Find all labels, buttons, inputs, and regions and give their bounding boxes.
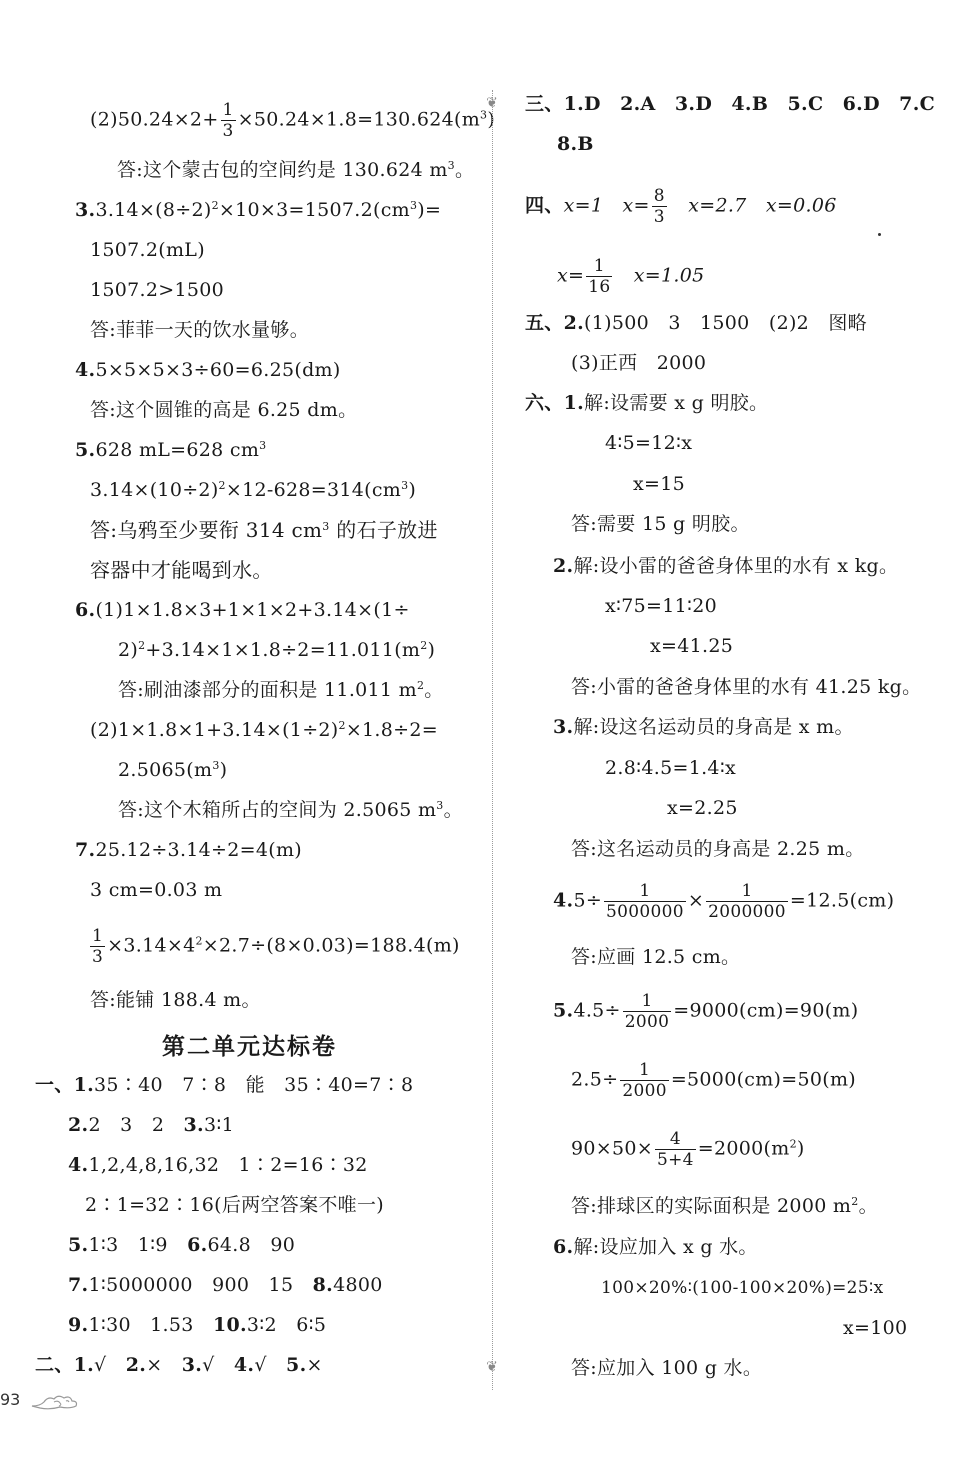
question-number: 2.: [553, 555, 574, 577]
answer-line: 2.5÷ $\frac{1}{2000}$ =5000(cm)=50(m): [571, 1060, 857, 1101]
answer-line: 答:需要 15 g 明胶。: [571, 513, 750, 535]
answer-line: 六、1.解:设需要 x g 明胶。: [525, 392, 769, 414]
divider-ornament-icon: ❦: [486, 1359, 498, 1375]
question-number: 一、1.: [35, 1074, 95, 1096]
answer-line: 答:这名运动员的身高是 2.25 m。: [571, 838, 865, 860]
page-number: 93: [0, 1390, 21, 1409]
answer-line: 容器中才能喝到水。: [90, 558, 273, 582]
answer-line: (2)50.24×2+ $\frac{1}{3}$ $\times 50.24\times 1.8=130.624(m^3)$: [90, 100, 496, 141]
answer-line: $3.3.14\times(8\div 2)^2\times 10\times 3=1507.2(cm^3)=$: [75, 199, 442, 221]
fraction: $\frac{1}{3}$: [92, 926, 104, 967]
answer-line: 二、1.√ 2.× 3.√ 4.√ 5.×: [35, 1354, 323, 1376]
answer-line: x∶75=11∶20: [605, 595, 718, 617]
answer-line: 四、x=1 x= $\frac{8}{3}$ x=2.7 x=0.06: [525, 186, 837, 227]
answer-line: 7.25.12÷3.14÷2=4(m): [75, 839, 303, 861]
answer-line: 答:能铺 188.4 m。: [90, 989, 261, 1011]
answer-line: 7.1∶5000000 900 15 8.4800: [68, 1274, 383, 1296]
fraction: $\frac{1}{16}$: [588, 256, 611, 297]
answer-line: x= $\frac{1}{16}$ x=1.05: [557, 256, 705, 297]
answer-line: 答:这个木箱所占的空间为 2.5065 $m^3$。: [118, 799, 463, 821]
answer-line: 3.解:设这名运动员的身高是 x m。: [553, 716, 854, 738]
answer-line: 2.8∶4.5=1.4∶x: [605, 757, 737, 779]
answer-line: $2.5065(m^3)$: [118, 759, 228, 781]
question-number: 4.: [68, 1154, 89, 1176]
question-number: 3.: [553, 716, 574, 738]
answer-line: 5.1∶3 1∶9 6.64.8 90: [68, 1234, 296, 1256]
answer-line: 答:应加入 100 g 水。: [571, 1357, 763, 1379]
fraction: $\frac{1}{2000000}$: [708, 881, 786, 922]
section-number: 三、: [525, 93, 564, 115]
answer-line: 答:乌鸦至少要衔 314 $cm^3$ 的石子放进: [90, 518, 438, 542]
question-number: 6.: [187, 1234, 208, 1256]
answer-line: (3)正西 2000: [571, 352, 707, 374]
answer-line: 5.628 mL=628 $cm^3$: [75, 439, 267, 461]
question-number: 5.: [75, 439, 96, 461]
question-number: 9.: [68, 1314, 89, 1336]
divider-ornament-icon: ❦: [486, 95, 498, 111]
answer-line: 三、1.D 2.A 3.D 4.B 5.C 6.D 7.C: [525, 93, 936, 115]
answer-line: 5.4.5÷ $\frac{1}{2000}$ =9000(cm)=90(m): [553, 991, 859, 1032]
question-number: 7.: [75, 839, 96, 861]
fraction: $\frac{8}{3}$: [653, 186, 665, 227]
text: (2)50.24×2+: [90, 108, 219, 131]
answer-line: x=15: [633, 473, 686, 495]
answer-line: 9.1∶30 1.53 10.3∶2 6∶5: [68, 1314, 327, 1336]
answer-line: 4.5×5×5×3÷60=6.25(dm): [75, 359, 341, 381]
answer-line: 100×20%∶(100-100×20%)=25∶x: [601, 1278, 884, 1298]
answer-line: x=41.25: [650, 635, 734, 657]
answer-line: $3.14\times(10\div 2)^2\times 12-628=314(cm^3)$: [90, 479, 417, 501]
fraction: $\frac{1}{2000}$: [624, 991, 670, 1032]
answer-line: 1507.2(mL): [90, 239, 205, 261]
answer-line: 3 cm=0.03 m: [90, 879, 223, 901]
question-number: 六、1.: [525, 392, 585, 414]
answer-line: 2.解:设小雷的爸爸身体里的水有 x kg。: [553, 555, 899, 577]
question-number: 4.: [553, 889, 574, 912]
question-number: 五、2.: [525, 312, 585, 334]
answer-line: 答:这个蒙古包的空间约是 130.624 $m^3$。: [117, 159, 475, 181]
answer-line: x=100: [843, 1317, 908, 1339]
fraction: $\frac{4}{5+4}$: [657, 1129, 694, 1170]
answer-line: 90×50× $\frac{4}{5+4}$ $=2000(m^2)$: [571, 1129, 805, 1170]
answer-line: 答:排球区的实际面积是 2000 $m^2$。: [571, 1195, 878, 1217]
section-number: 四、: [525, 194, 564, 217]
question-number: 5.: [68, 1234, 89, 1256]
answer-line: 答:小雷的爸爸身体里的水有 41.25 kg。: [571, 676, 922, 698]
answer-line: $2)^2+3.14\times 1\times 1.8\div 2=11.011(m^2)$: [118, 639, 436, 661]
answer-line: 答:这个圆锥的高是 6.25 dm。: [90, 399, 358, 421]
fraction: $\frac{1}{3}$: [222, 100, 234, 141]
answer-line: 答:菲菲一天的饮水量够。: [90, 319, 310, 341]
answer-line: 答:应画 12.5 cm。: [571, 946, 741, 968]
question-number: 二、1.: [35, 1354, 95, 1376]
fraction: $\frac{1}{5000000}$: [606, 881, 684, 922]
question-number: 6.: [75, 599, 96, 621]
answer-line: $(2)1\times 1.8\times 1+3.14\times(1\div 2)^2\times 1.8\div 2=$: [90, 719, 438, 741]
question-number: 6.: [553, 1236, 574, 1258]
answer-line: 6.(1)1×1.8×3+1×1×2+3.14×(1÷: [75, 599, 410, 621]
text: ×50.24×1.8=130.624(m: [237, 108, 481, 131]
answer-line: 五、2.(1)500 3 1500 (2)2 图略: [525, 312, 867, 334]
question-number: 2.: [68, 1114, 89, 1136]
answer-line: 答:刷油漆部分的面积是 11.011 $m^2$。: [118, 679, 444, 701]
question-number: 4.: [75, 359, 96, 381]
speck: [878, 233, 881, 236]
column-divider: [492, 90, 493, 1390]
answer-line: 4.5÷ $\frac{1}{5000000}$ × $\frac{1}{2000000}$ =12.5(cm): [553, 881, 895, 922]
answer-line: 2∶1=32∶16(后两空答案不唯一): [85, 1194, 384, 1216]
section-title: 第二单元达标卷: [162, 1034, 337, 1060]
answer-line: 一、1.35∶40 7∶8 能 35∶40=7∶8: [35, 1074, 414, 1096]
cloud-ornament-icon: [30, 1390, 90, 1412]
answer-line: 2.2 3 2 3.3∶1: [68, 1114, 234, 1136]
answer-line: 1507.2>1500: [90, 279, 225, 301]
question-number: 10.: [212, 1314, 247, 1336]
question-number: 7.: [68, 1274, 89, 1296]
question-number: 5.: [553, 999, 574, 1022]
answer-line: 8.B: [557, 133, 594, 155]
answer-line: 4.1,2,4,8,16,32 1∶2=16∶32: [68, 1154, 368, 1176]
answer-line: 6.解:设应加入 x g 水。: [553, 1236, 758, 1258]
answer-line: $\frac{1}{3}$ $\times 3.14\times 4^2\times 2.7\div(8\times 0.03)=188.4(m)$: [92, 926, 460, 967]
question-number: 3.: [75, 199, 96, 221]
fraction: $\frac{1}{2000}$: [622, 1060, 667, 1101]
answer-line: 4∶5=12∶x: [605, 432, 693, 454]
answer-line: x=2.25: [667, 797, 738, 819]
question-number: 3.: [183, 1114, 204, 1136]
question-number: 8.: [312, 1274, 334, 1296]
